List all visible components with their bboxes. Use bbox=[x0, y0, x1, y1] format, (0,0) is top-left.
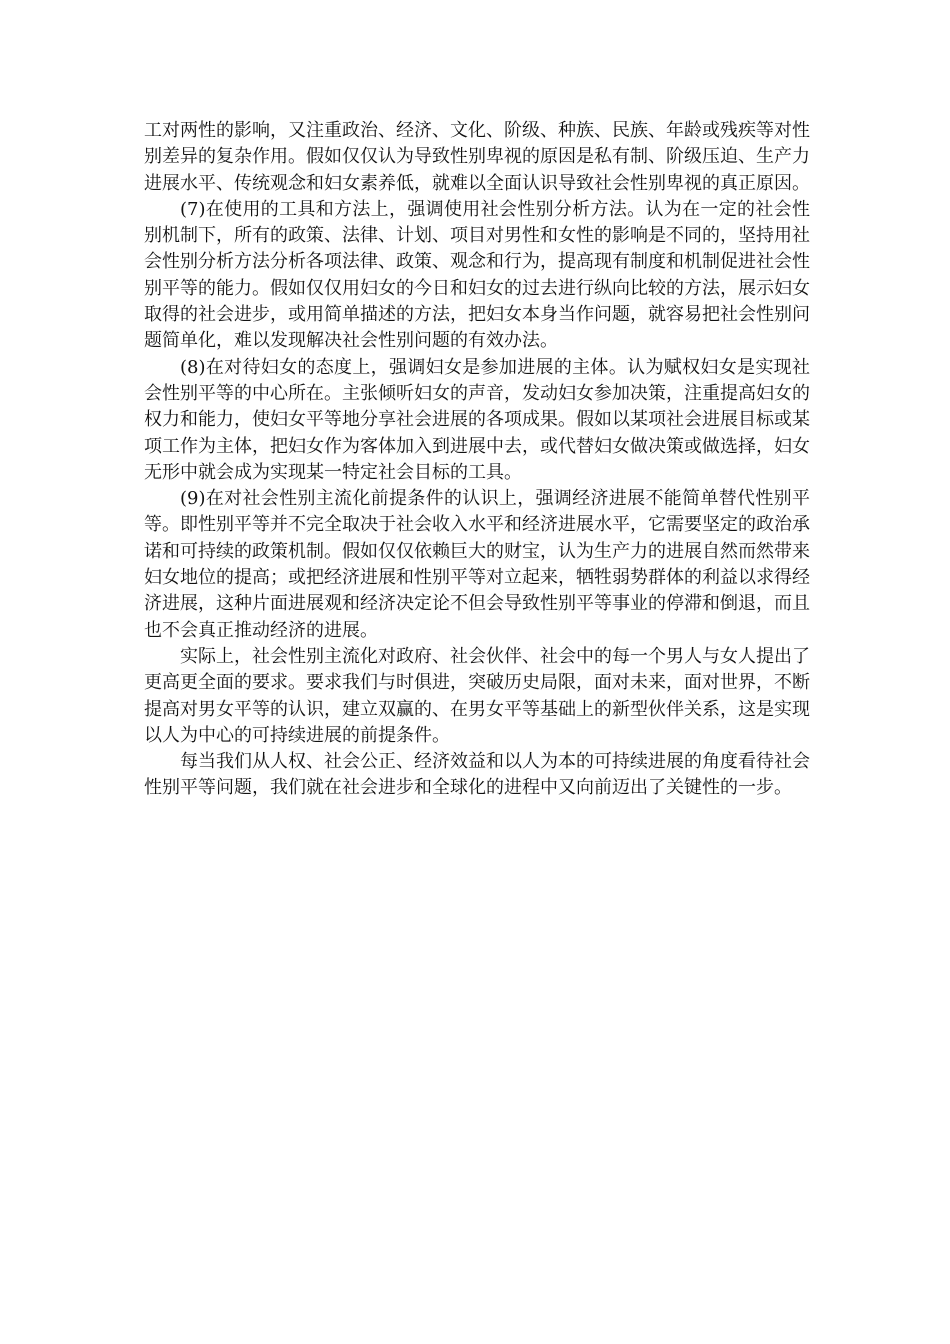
paragraph-summary: 实际上，社会性别主流化对政府、社会伙伴、社会中的每一个男人与女人提出了更高更全面的要求。要求我们与时俱进，突破历史局限，面对未来，面对世界，不断提高对男女平等的认识，建立双赢的、在男女平等基础上的新型伙伴关系，这是实现以人为中心的可持续进展的前提条件。 bbox=[144, 645, 810, 746]
document-body bbox=[144, 118, 810, 802]
paragraph-item-9: (9)在对社会性别主流化前提条件的认识上，强调经济进展不能简单替代性别平等。即性别平等并不完全取决于社会收入水平和经济进展水平，它需要坚定的政治承诺和可持续的政策机制。假如仅仅依赖巨大的财宝，认为生产力的进展自然而然带来妇女地位的提高；或把经济进展和性别平等对立起来，牺牲弱势群体的利益以求得经济进展，这种片面进展观和经济决定论不但会导致性别平等事业的停滞和倒退，而且也不会真正推动经济的进展。 bbox=[144, 488, 810, 641]
paragraph-item-8: (8)在对待妇女的态度上，强调妇女是参加进展的主体。认为赋权妇女是实现社会性别平等的中心所在。主张倾听妇女的声音，发动妇女参加决策，注重提高妇女的权力和能力，使妇女平等地分享社会进展的各项成果。假如以某项社会进展目标或某项工作为主体，把妇女作为客体加入到进展中去，或代替妇女做决策或做选择，妇女无形中就会成为实现某一特定社会目标的工具。 bbox=[144, 356, 810, 483]
paragraph-item-7: (7)在使用的工具和方法上，强调使用社会性别分析方法。认为在一定的社会性别机制下，所有的政策、法律、计划、项目对男性和女性的影响是不同的，坚持用社会性别分析方法分析各项法律、政策、观念和行为，提高现有制度和机制促进社会性别平等的能力。假如仅仅用妇女的今日和妇女的过去进行纵向比较的方法，展示妇女取得的社会进步，或用简单描述的方法，把妇女本身当作问题，就容易把社会性别问题简单化，难以发现解决社会性别问题的有效办法。 bbox=[144, 198, 810, 352]
paragraph-conclusion: 每当我们从人权、社会公正、经济效益和以人为本的可持续进展的角度看待社会性别平等问题，我们就在社会进步和全球化的进程中又向前迈出了关键性的一步。 bbox=[144, 751, 810, 799]
paragraph-continuation: 工对两性的影响，又注重政治、经济、文化、阶级、种族、民族、年龄或残疾等对性别差异的复杂作用。假如仅仅认为导致性别卑视的原因是私有制、阶级压迫、生产力进展水平、传统观念和妇女素养低，就难以全面认识导致社会性别卑视的真正原因。 bbox=[144, 120, 810, 194]
